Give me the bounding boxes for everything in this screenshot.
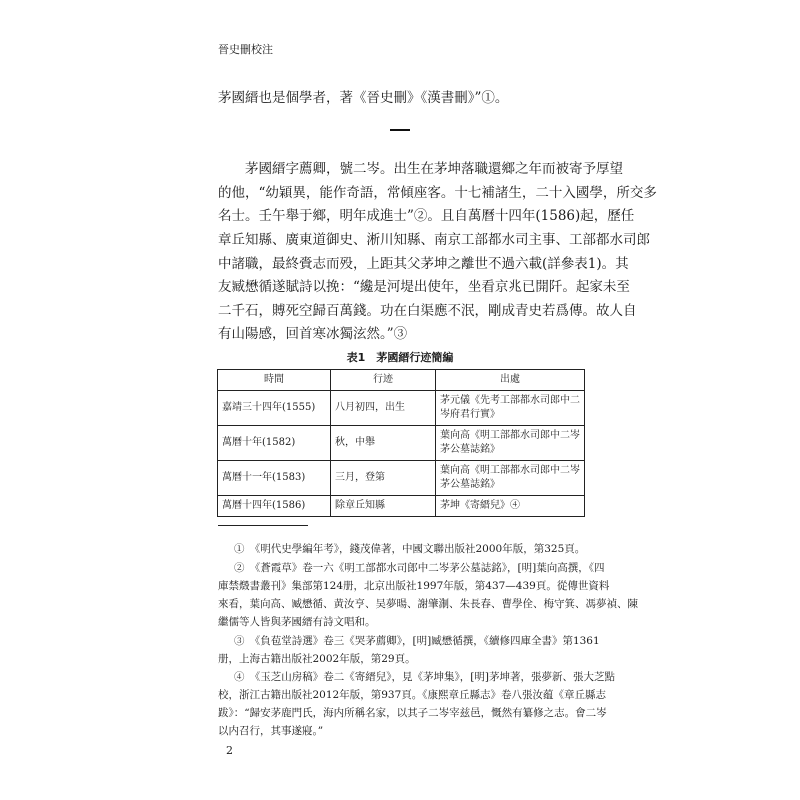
footnote-line: ④ 《玉芝山房稿》卷二《寄縉兒》，見《茅坤集》，[明]茅坤著，張夢新、張大芝點 — [234, 671, 615, 683]
section-number — [390, 129, 410, 131]
footnote-line: ③ 《負苞堂詩選》卷三《哭茅薦卿》，[明]臧懋循撰，《續修四庫全書》第1361 — [234, 635, 600, 647]
table-header: 時間 — [218, 370, 331, 391]
body-line: 中諸職，最終賫志而殁，上距其父茅坤之離世不過六載(詳參表1)。其 — [218, 256, 629, 272]
table-cell: 葉向高《明工部都水司郎中二岑茅公墓誌銘》 — [436, 426, 585, 461]
footnote-line: ② 《蒼霞草》卷一六《明工部都水司郎中二岑茅公墓誌銘》，[明]葉向高撰，《四 — [234, 562, 605, 574]
page-number: 2 — [226, 744, 233, 757]
table-cell: 嘉靖三十四年(1555) — [218, 391, 331, 426]
footnote-line: 册，上海古籍出版社2002年版，第29頁。 — [218, 653, 416, 665]
table-title: 表1 茅國縉行迹簡編 — [346, 351, 454, 364]
table-header: 行迹 — [331, 370, 436, 391]
footnote-divider — [218, 525, 308, 526]
body-line: 名士。壬午舉于鄉，明年成進士”②。且自萬曆十四年(1586)起，歷任 — [218, 208, 635, 224]
table-cell: 茅元儀《先考工部都水司郎中二岑府君行實》 — [436, 391, 585, 426]
table-cell: 八月初四，出生 — [331, 391, 436, 426]
body-line: 茅國縉字薦卿，號二岑。出生在茅坤落職還鄉之年而被寄予厚望 — [245, 161, 623, 177]
footnote-line: 來看，葉向高、臧懋循、黄汝亨、吴夢暘、謝肇淛、朱長春、曹學佺、梅守箕、馮夢禎、陳 — [218, 598, 638, 610]
table-row — [218, 496, 585, 517]
body-line: 友臧懋循遂賦詩以挽：“纔是河堤出使年，坐看京兆已開阡。起家未至 — [218, 279, 630, 295]
intro-line: 茅國縉也是個學者，著《晉史刪》《漢書刪》”①。 — [218, 90, 509, 106]
table-row — [218, 426, 585, 461]
body-line: 章丘知縣、廣東道御史、淅川知縣、南京工部都水司主事、工部都水司郎 — [218, 232, 650, 248]
body-line: 有山陽感，回首寒冰獨泫然。”③ — [218, 326, 408, 342]
footnote-line: ① 《明代史學編年考》，錢茂偉著，中國文聯出版社2000年版，第325頁。 — [234, 543, 586, 555]
table-cell: 萬曆十四年(1586) — [218, 496, 331, 517]
table-cell: 秋，中舉 — [331, 426, 436, 461]
footnote-line: 跋》：“歸安茅鹿門氏，海内所稱名家，以其子二岑宰兹邑，慨然有纂修之志。會二岑 — [218, 707, 607, 719]
table-cell: 除章丘知縣 — [331, 496, 436, 517]
table-cell: 茅坤《寄縉兒》④ — [436, 496, 585, 517]
table-row — [218, 391, 585, 426]
table-cell: 三月，登第 — [331, 461, 436, 496]
table-cell: 葉向高《明工部都水司郎中二岑茅公墓誌銘》 — [436, 461, 585, 496]
footnote-line: 校，浙江古籍出版社2012年版，第937頁。《康熙章丘縣志》卷八張汝蕴《章丘縣志 — [218, 689, 607, 701]
running-header: 晉史刪校注 — [218, 43, 273, 56]
footnote-line: 以内召行，其事遂寢。” — [218, 725, 324, 737]
table-header: 出處 — [436, 370, 585, 391]
body-line: 的他，“幼穎異，能作奇語，常傾座客。十七補諸生，二十入國學，所交多 — [218, 185, 657, 201]
table-cell: 萬曆十年(1582) — [218, 426, 331, 461]
table-cell: 萬曆十一年(1583) — [218, 461, 331, 496]
footnote-line: 繼儒等人皆與茅國縉有詩文唱和。 — [218, 616, 376, 628]
itinerary-table — [217, 369, 585, 517]
footnote-line: 庫禁燬書叢刊》集部第124册，北京出版社1997年版，第437—439頁。從傳世資料 — [218, 580, 610, 592]
table-row — [218, 461, 585, 496]
body-line: 二千石，賻死空歸百萬錢。功在白渠應不泯，剛成青史若爲傳。故人自 — [218, 303, 637, 319]
